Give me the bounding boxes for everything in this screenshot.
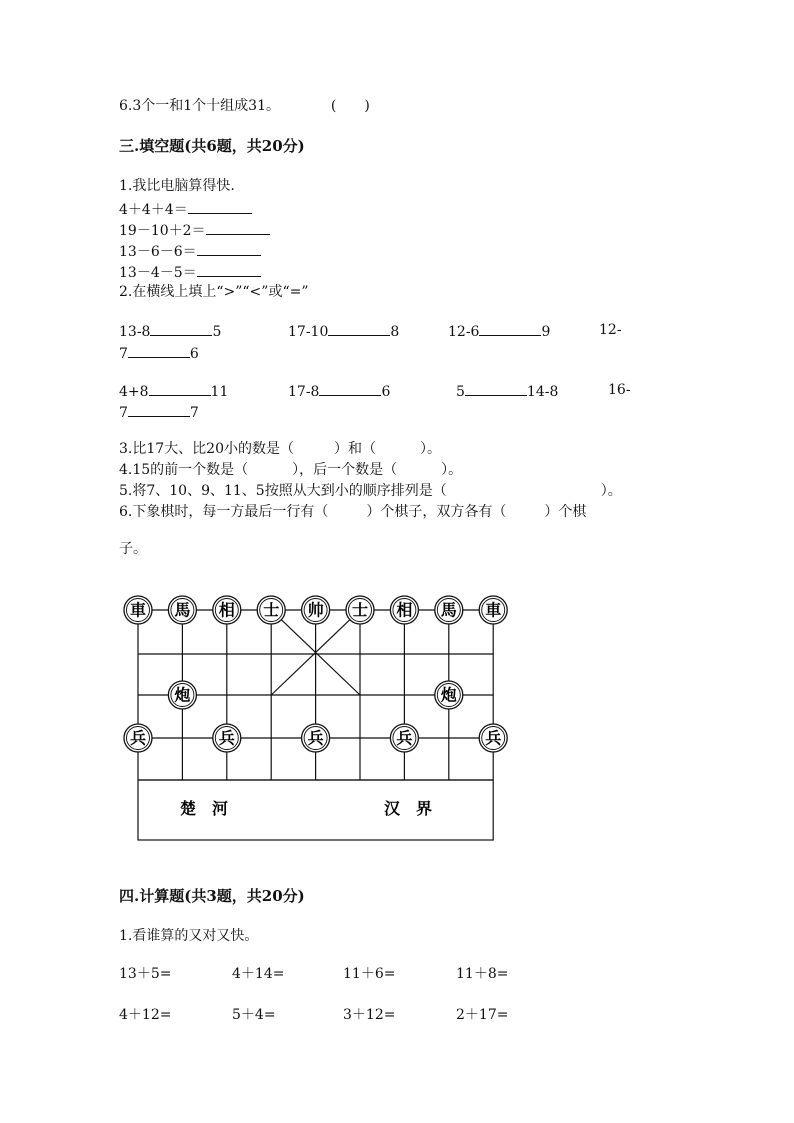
river-left-label: 楚 河 [180, 799, 229, 818]
question-text: 4.15的前一个数是（ [119, 462, 249, 478]
chess-piece [168, 681, 196, 709]
compare-8-start: 16- [608, 382, 631, 398]
chess-piece [124, 596, 152, 624]
chess-piece [302, 596, 330, 624]
piece-label: 炮 [174, 685, 191, 705]
calc-item: 13＋5= [119, 966, 172, 982]
piece-label: 兵 [396, 728, 413, 748]
chess-piece [168, 596, 196, 624]
expr-text: 13-8 [119, 324, 151, 340]
question-text: ）。 [600, 483, 622, 499]
chess-piece [390, 596, 418, 624]
expr-text: 12-6 [448, 324, 480, 340]
expr-text: 6 [381, 384, 391, 400]
fill-1-title: 1.我比电脑算得快. [119, 178, 235, 194]
expr-text: 7 [119, 405, 128, 421]
calc-item: 2＋17= [456, 1007, 509, 1023]
expr-text: 9 [541, 324, 551, 340]
piece-label: 車 [129, 600, 147, 620]
calc-item: 4＋12= [119, 1007, 172, 1023]
piece-label: 馬 [174, 600, 191, 620]
piece-label: 士 [351, 600, 369, 620]
chess-piece [479, 596, 507, 624]
piece-label: 炮 [440, 685, 457, 705]
expr-text: 4+8 [119, 384, 149, 400]
piece-label: 馬 [440, 600, 457, 620]
question-text: ）和（ [334, 441, 376, 457]
expr-text: 19－10＋2＝ [119, 223, 206, 239]
piece-label: 相 [396, 600, 413, 620]
chess-piece [390, 724, 418, 752]
fill-2-title: 2.在横线上填上“>”“<”或“=” [119, 284, 309, 300]
answer-paren: ( ) [330, 98, 370, 114]
piece-label: 士 [263, 600, 280, 620]
expr-text: 5 [212, 324, 222, 340]
chess-piece [435, 596, 463, 624]
expr-text: 11 [210, 384, 229, 400]
chess-piece [124, 724, 152, 752]
chess-piece [302, 724, 330, 752]
piece-label: 兵 [218, 728, 235, 748]
calc-item: 4＋14= [232, 966, 285, 982]
piece-label: 帅 [307, 600, 324, 620]
calc-item: 11＋6= [343, 966, 396, 982]
section-4-heading: 四.计算题(共3题，共20分) [119, 887, 305, 905]
question-text: ）个棋 [544, 504, 587, 520]
piece-label: 兵 [129, 728, 147, 748]
question-text: 6.下象棋时，每一方最后一行有（ [119, 504, 329, 520]
expr-text: 8 [390, 324, 400, 340]
expr-text: 13－4－5＝ [119, 265, 197, 281]
expr-text: 6 [189, 346, 199, 362]
section-3-heading: 三.填空题(共6题，共20分) [119, 137, 305, 155]
calc-item: 3＋12= [343, 1007, 396, 1023]
expr-text: 17-8 [288, 384, 320, 400]
chess-piece [257, 596, 285, 624]
calc-title: 1.看谁算的又对又快。 [119, 928, 259, 944]
chess-piece [346, 596, 374, 624]
piece-label: 相 [218, 600, 235, 620]
piece-label: 兵 [485, 728, 502, 748]
compare-4-start: 12- [599, 322, 622, 338]
question-text: ），后一个数是（ [292, 462, 398, 478]
chess-piece [435, 681, 463, 709]
calc-item: 5＋4= [232, 1007, 276, 1023]
question-text: 5.将7、10、9、11、5按照从大到小的顺序排列是（ [119, 483, 447, 499]
question-text: 3.比17大、比20小的数是（ [119, 441, 294, 457]
chess-piece [213, 724, 241, 752]
calc-item: 11＋8= [456, 966, 509, 982]
expr-text: 4＋4＋4＝ [119, 202, 188, 218]
expr-text: 5 [456, 384, 465, 400]
expr-text: 7 [119, 346, 128, 362]
piece-label: 兵 [307, 728, 324, 748]
river-right-label: 汉 界 [384, 799, 433, 818]
expr-text: 13－6－6＝ [119, 244, 197, 260]
question-text: ）个棋子，双方各有（ [366, 504, 507, 520]
expr-text: 17-10 [288, 324, 329, 340]
question-text: ）。 [420, 441, 441, 457]
piece-label: 車 [485, 600, 502, 620]
expr-text: 14-8 [526, 384, 559, 400]
question-text: ）。 [441, 462, 463, 478]
expr-text: 7 [189, 405, 199, 421]
fill-6-cont: 子。 [119, 541, 147, 557]
chess-piece [479, 724, 507, 752]
chess-piece [213, 596, 241, 624]
question-text: 6.3个一和1个十组成31。 [119, 98, 280, 114]
